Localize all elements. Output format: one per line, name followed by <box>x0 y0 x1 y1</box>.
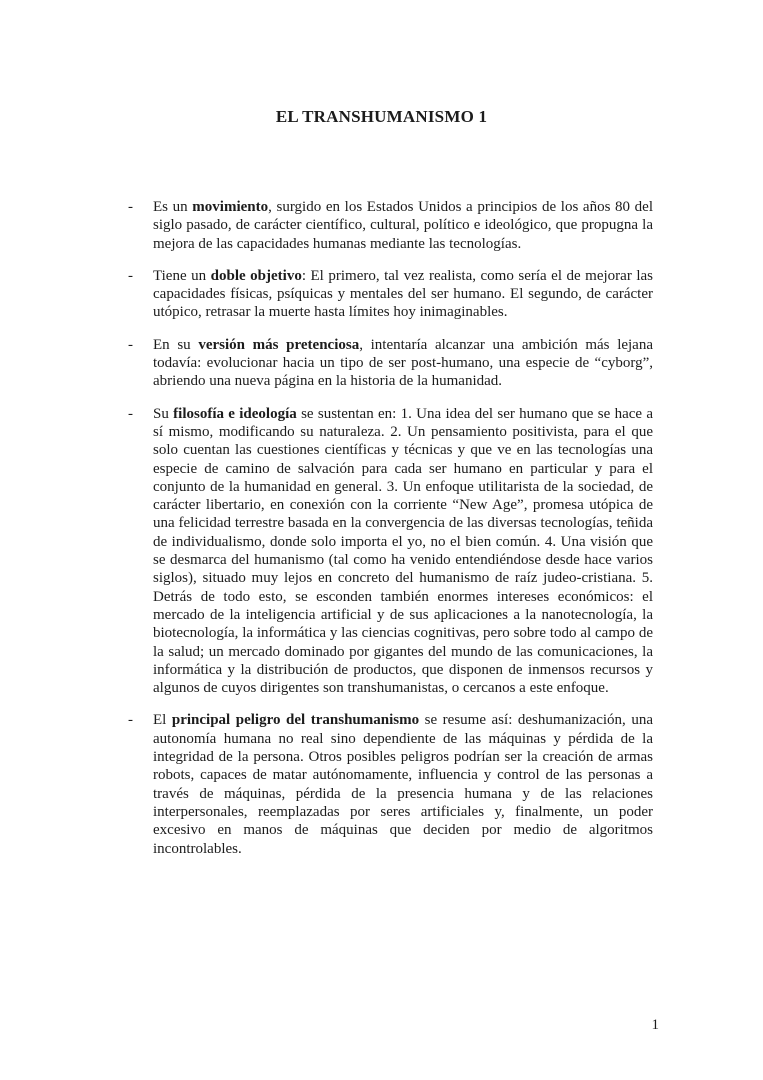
bullet-item <box>128 267 653 322</box>
bullet-list <box>128 198 653 858</box>
bullet-item <box>128 405 653 698</box>
bullet-text: El principal peligro del transhumanismo se resume así: deshumanización, una autonomía humana no real sino dependiente de las máquinas y pérdida de la integridad de la persona. Otros posibles peligros podrían ser la creación de armas robots, capaces de matar autónomamente, influencia y control de las personas a través de máquinas, pérdida de la presencia humana y de las relaciones interpersonales, reemplazadas por seres artificiales y, finalmente, un poder excesivo en manos de máquinas que deciden por medio de algoritmos incontrolables. <box>153 712 653 857</box>
bullet-item <box>128 336 653 391</box>
bullet-marker: - <box>128 712 133 729</box>
bullet-item <box>128 711 653 857</box>
bullet-text: En su versión más pretenciosa, intentaría alcanzar una ambición más lejana todavía: evolucionar hacia un tipo de ser post-humano, una especie de “cyborg”, abriendo una nueva página en la historia de la humanidad. <box>153 336 653 390</box>
bullet-marker: - <box>128 199 133 215</box>
page-title: EL TRANSHUMANISMO 1 <box>275 107 488 126</box>
bullet-item <box>128 198 653 253</box>
bullet-text: Su filosofía e ideología se sustentan en: 1. Una idea del ser humano que se hace a sí mismo, modificando su naturaleza. 2. Un pensamiento positivista, para el que solo cuentan las cuestiones científicas y técnicas y que ve en las tecnologías una especie de camino de salvación para cada ser humano en particular y para el conjunto de la humanidad en general. 3. Un enfoque utilitarista de la sociedad, de carácter libertario, en conexión con la corriente “New Age”, promesa utópica de una felicidad terrestre basada en la convergencia de las diversas tecnologías, teñida de individualismo, donde solo importa el yo, no el bien común. 4. Una visión que se desmarca del humanismo (tal como ha venido entendiéndose desde hace varios siglos), situado muy lejos en concreto del humanismo de raíz judeo-cristiana. 5. Detrás de todo esto, se esconden también enormes intereses económicos: el mercado de la inteligencia artificial y de sus aplicaciones a la nanotecnología, la biotecnología, la informática y las ciencias cognitivas, pero sobre todo al campo de la salud; un mercado dominado por gigantes del mundo de las comunicaciones, la informática y la distribución de productos, que disponen de inmensos recursos y algunos de cuyos dirigentes son transhumanistas, o cercanos a este enfoque. <box>153 405 654 697</box>
bullet-text: Es un movimiento, surgido en los Estados Unidos a principios de los años 80 del siglo pasado, de carácter científico, cultural, político e ideológico, que propugna la mejora de las capacidades humanas mediante las tecnologías. <box>153 199 654 252</box>
page-number: 1 <box>651 1017 659 1033</box>
bullet-marker: - <box>128 336 133 353</box>
bullet-text: Tiene un doble objetivo: El primero, tal vez realista, como sería el de mejorar las capacidades físicas, psíquicas y mentales del ser humano. El segundo, de carácter utópico, retrasar la muerte hasta límites hoy inimaginables. <box>153 267 654 321</box>
bullet-marker: - <box>128 405 133 422</box>
bullet-marker: - <box>128 267 133 284</box>
